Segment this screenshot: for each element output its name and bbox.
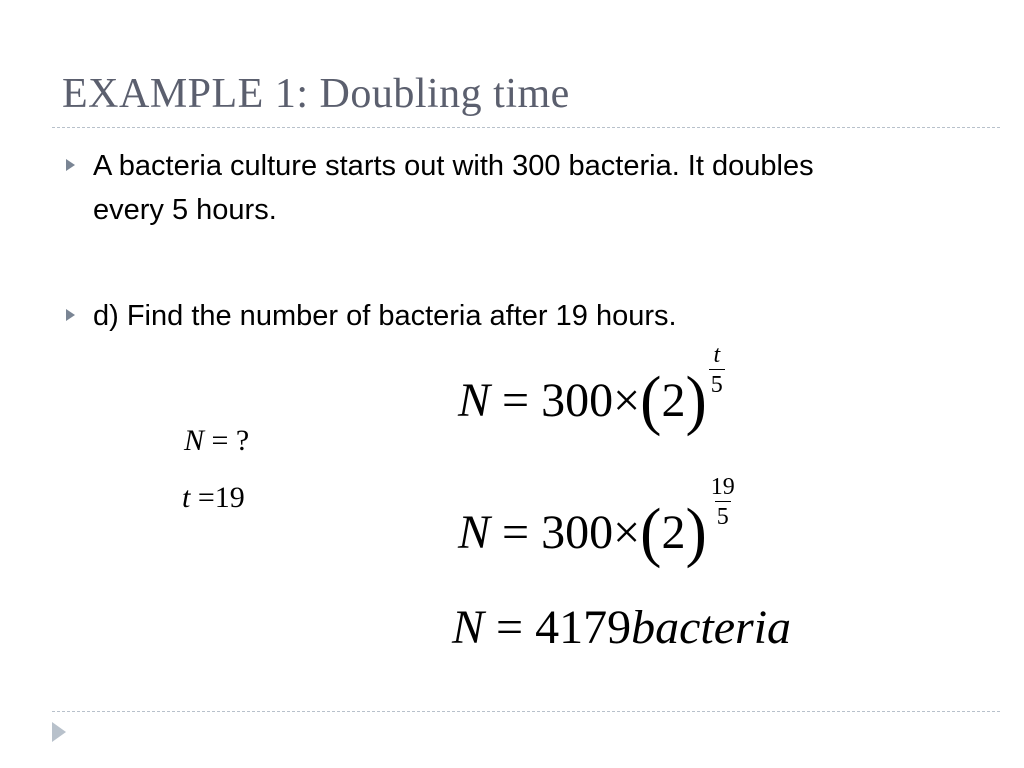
- eq-base: 2: [661, 505, 686, 559]
- equation-formula: [458, 342, 725, 437]
- slide-title: EXAMPLE 1: Doubling time: [62, 71, 570, 117]
- exponent-numerator: t: [713, 342, 721, 368]
- exponent-fraction: [709, 475, 737, 529]
- footer-divider: [52, 711, 1000, 712]
- right-paren: ): [685, 494, 707, 569]
- eq-result-unit: bacteria: [631, 601, 792, 654]
- exponent-denominator: 5: [715, 501, 731, 529]
- given-t: [182, 481, 245, 515]
- exponent-fraction: [709, 343, 725, 397]
- bullet-text-problem: [93, 144, 814, 232]
- eq-mid: = 300×: [490, 505, 641, 559]
- right-paren: ): [685, 362, 707, 437]
- left-paren: (: [640, 362, 662, 437]
- bullet-triangle-icon: [66, 309, 75, 321]
- bullet-text-question: [93, 294, 677, 338]
- play-arrow-icon[interactable]: [52, 722, 66, 742]
- title-divider: [52, 127, 1000, 128]
- exponent-denominator: 5: [709, 369, 725, 397]
- given-n-var: N: [184, 424, 205, 457]
- eq-lhs: N: [458, 373, 491, 427]
- eq-lhs: N: [452, 601, 485, 654]
- exponent-numerator: 19: [710, 474, 735, 500]
- eq-lhs: N: [458, 505, 491, 559]
- bullet-triangle-icon: [66, 159, 75, 171]
- eq-result-value: = 4179: [484, 601, 632, 654]
- given-n: [184, 424, 249, 458]
- equation-substituted: [458, 474, 737, 569]
- eq-base: 2: [661, 373, 686, 427]
- bullet-line: d) Find the number of bacteria after 19 hours.: [93, 300, 677, 332]
- equation-result: [452, 600, 791, 655]
- eq-mid: = 300×: [490, 373, 641, 427]
- given-t-value: =19: [190, 481, 245, 514]
- bullet-line: A bacteria culture starts out with 300 bacteria. It doubles: [93, 150, 814, 182]
- bullet-line: every 5 hours.: [93, 194, 277, 226]
- given-n-value: = ?: [204, 424, 250, 457]
- given-t-var: t: [182, 481, 191, 514]
- left-paren: (: [640, 494, 662, 569]
